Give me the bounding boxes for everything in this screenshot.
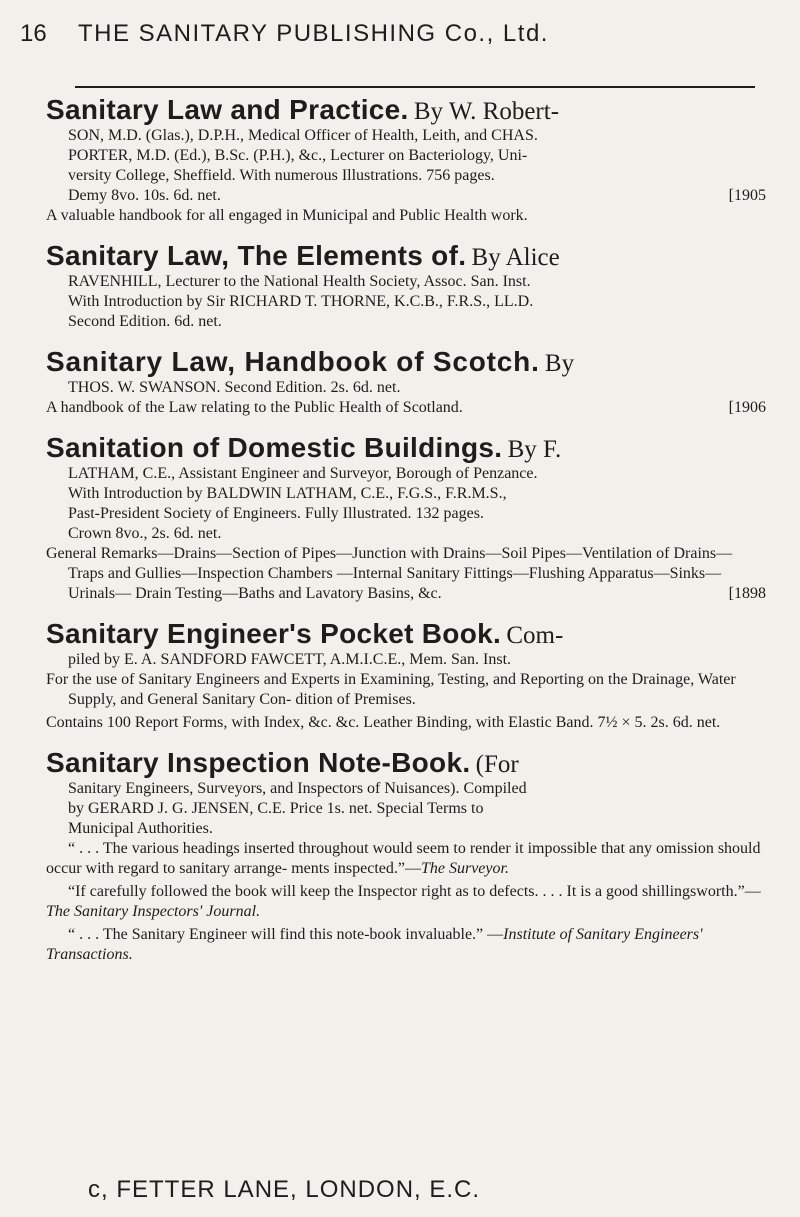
- publisher-address: c, FETTER LANE, LONDON, E.C.: [88, 1176, 481, 1203]
- entry-details: [46, 378, 766, 398]
- review-quote: [46, 925, 766, 965]
- entry-title: Sanitary Law, Handbook of Scotch.: [46, 346, 540, 377]
- entry-title: Sanitary Law, The Elements of.: [46, 240, 467, 271]
- entry-detail-line: versity College, Sheffield. With numerous Illustrations. 756 pages.: [68, 167, 495, 184]
- page-number: 16: [20, 20, 47, 47]
- entry-detail-line: Municipal Authorities.: [68, 820, 213, 837]
- entry-details: [46, 650, 766, 670]
- entry-title: Sanitary Engineer's Pocket Book.: [46, 618, 502, 649]
- page-header: [20, 18, 750, 62]
- header-rule: [75, 86, 755, 88]
- entry-detail-line: Crown 8vo., 2s. 6d. net.: [68, 525, 222, 542]
- entry-note: A handbook of the Law relating to the Public Health of Scotland.: [46, 399, 463, 416]
- entry-byline: Com-: [506, 622, 564, 649]
- entry-detail-line: by GERARD J. G. JENSEN, C.E. Price 1s. net. Special Terms to: [68, 800, 484, 817]
- entry-byline: By Alice: [471, 244, 560, 271]
- entry-title: Sanitary Law and Practice.: [46, 94, 409, 125]
- review-quote: [46, 839, 766, 879]
- entry-detail-line: Sanitary Engineers, Surveyors, and Inspectors of Nuisances). Compiled: [68, 780, 527, 797]
- entry-byline: By F.: [507, 436, 562, 463]
- entry-title: Sanitation of Domestic Buildings.: [46, 432, 503, 463]
- entry-detail-line: PORTER, M.D. (Ed.), B.Sc. (P.H.), &c., Lecturer on Bacteriology, Uni-: [68, 147, 528, 164]
- review-quote: [46, 882, 766, 922]
- entry-detail-line: Second Edition. 6d. net.: [68, 313, 222, 330]
- entry-detail-line: piled by E. A. SANDFORD FAWCETT, A.M.I.C.E., Mem. San. Inst.: [68, 651, 512, 668]
- catalogue-entry: [46, 620, 766, 733]
- entry-details: [46, 464, 766, 544]
- entry-byline: By W. Robert-: [413, 98, 560, 125]
- entry-contents: General Remarks—Drains—Section of Pipes—Junction with Drains—Soil Pipes—Ventilation of Drains—Traps and Gullies—Inspection Chambers —Internal Sanitary Fittings—Flushing Apparatus—Sinks—Urinals— Drain Testing—Baths and Lavatory Basins, &c.: [46, 545, 733, 602]
- entry-detail-line: SON, M.D. (Glas.), D.P.H., Medical Officer of Health, Leith, and CHAS.: [68, 127, 538, 144]
- entry-title: Sanitary Inspection Note-Book.: [46, 747, 471, 778]
- quote-source: The Surveyor.: [420, 860, 509, 877]
- entry-detail-line: With Introduction by BALDWIN LATHAM, C.E., F.G.S., F.R.M.S.,: [68, 485, 507, 502]
- quote-text: “ . . . The various headings inserted throughout would seem to render it impossible that any omission should occur with regard to sanitary arrange- ments inspected.”—: [46, 840, 761, 877]
- catalogue-entry: [46, 96, 766, 226]
- catalogue-entry: [46, 348, 766, 418]
- entry-detail-line: Demy 8vo. 10s. 6d. net.: [68, 187, 221, 204]
- quote-text: “If carefully followed the book will keep the Inspector right as to defects. . . . It is a good shillingsworth.”—: [68, 883, 761, 900]
- entry-detail-line: With Introduction by Sir RICHARD T. THORNE, K.C.B., F.R.S., LL.D.: [68, 293, 534, 310]
- entry-byline: (For: [475, 751, 519, 778]
- catalogue-entry: [46, 749, 766, 965]
- running-head: THE SANITARY PUBLISHING Co., Ltd.: [78, 20, 549, 47]
- quote-source: The Sanitary Inspectors' Journal.: [46, 903, 261, 920]
- entry-detail-line: LATHAM, C.E., Assistant Engineer and Surveyor, Borough of Penzance.: [68, 465, 538, 482]
- catalogue-entry: [46, 434, 766, 604]
- entry-detail-line: THOS. W. SWANSON. Second Edition. 2s. 6d. net.: [68, 379, 401, 396]
- entry-note: A valuable handbook for all engaged in Municipal and Public Health work.: [46, 207, 528, 224]
- entry-description: Contains 100 Report Forms, with Index, &c. &c. Leather Binding, with Elastic Band. 7½ × 5. 2s. 6d. net.: [46, 714, 721, 731]
- catalogue-list: [46, 96, 766, 981]
- entry-details: [46, 126, 766, 206]
- entry-date: [1905: [728, 187, 766, 204]
- entry-description: For the use of Sanitary Engineers and Experts in Examining, Testing, and Reporting on the Drainage, Water Supply, and General Sanitary Con- dition of Premises.: [46, 671, 736, 708]
- entry-detail-line: Past-President Society of Engineers. Fully Illustrated. 132 pages.: [68, 505, 484, 522]
- entry-date: [1898: [728, 585, 766, 602]
- entry-details: [46, 272, 766, 332]
- entry-detail-line: RAVENHILL, Lecturer to the National Health Society, Assoc. San. Inst.: [68, 273, 531, 290]
- catalogue-entry: [46, 242, 766, 332]
- quote-source: Institute of Sanitary Engineers' Transactions.: [46, 926, 703, 963]
- quote-text: “ . . . The Sanitary Engineer will find this note-book invaluable.” —: [68, 926, 504, 943]
- entry-byline: By: [544, 350, 575, 377]
- entry-details: [46, 779, 766, 839]
- entry-date: [1906: [728, 399, 766, 416]
